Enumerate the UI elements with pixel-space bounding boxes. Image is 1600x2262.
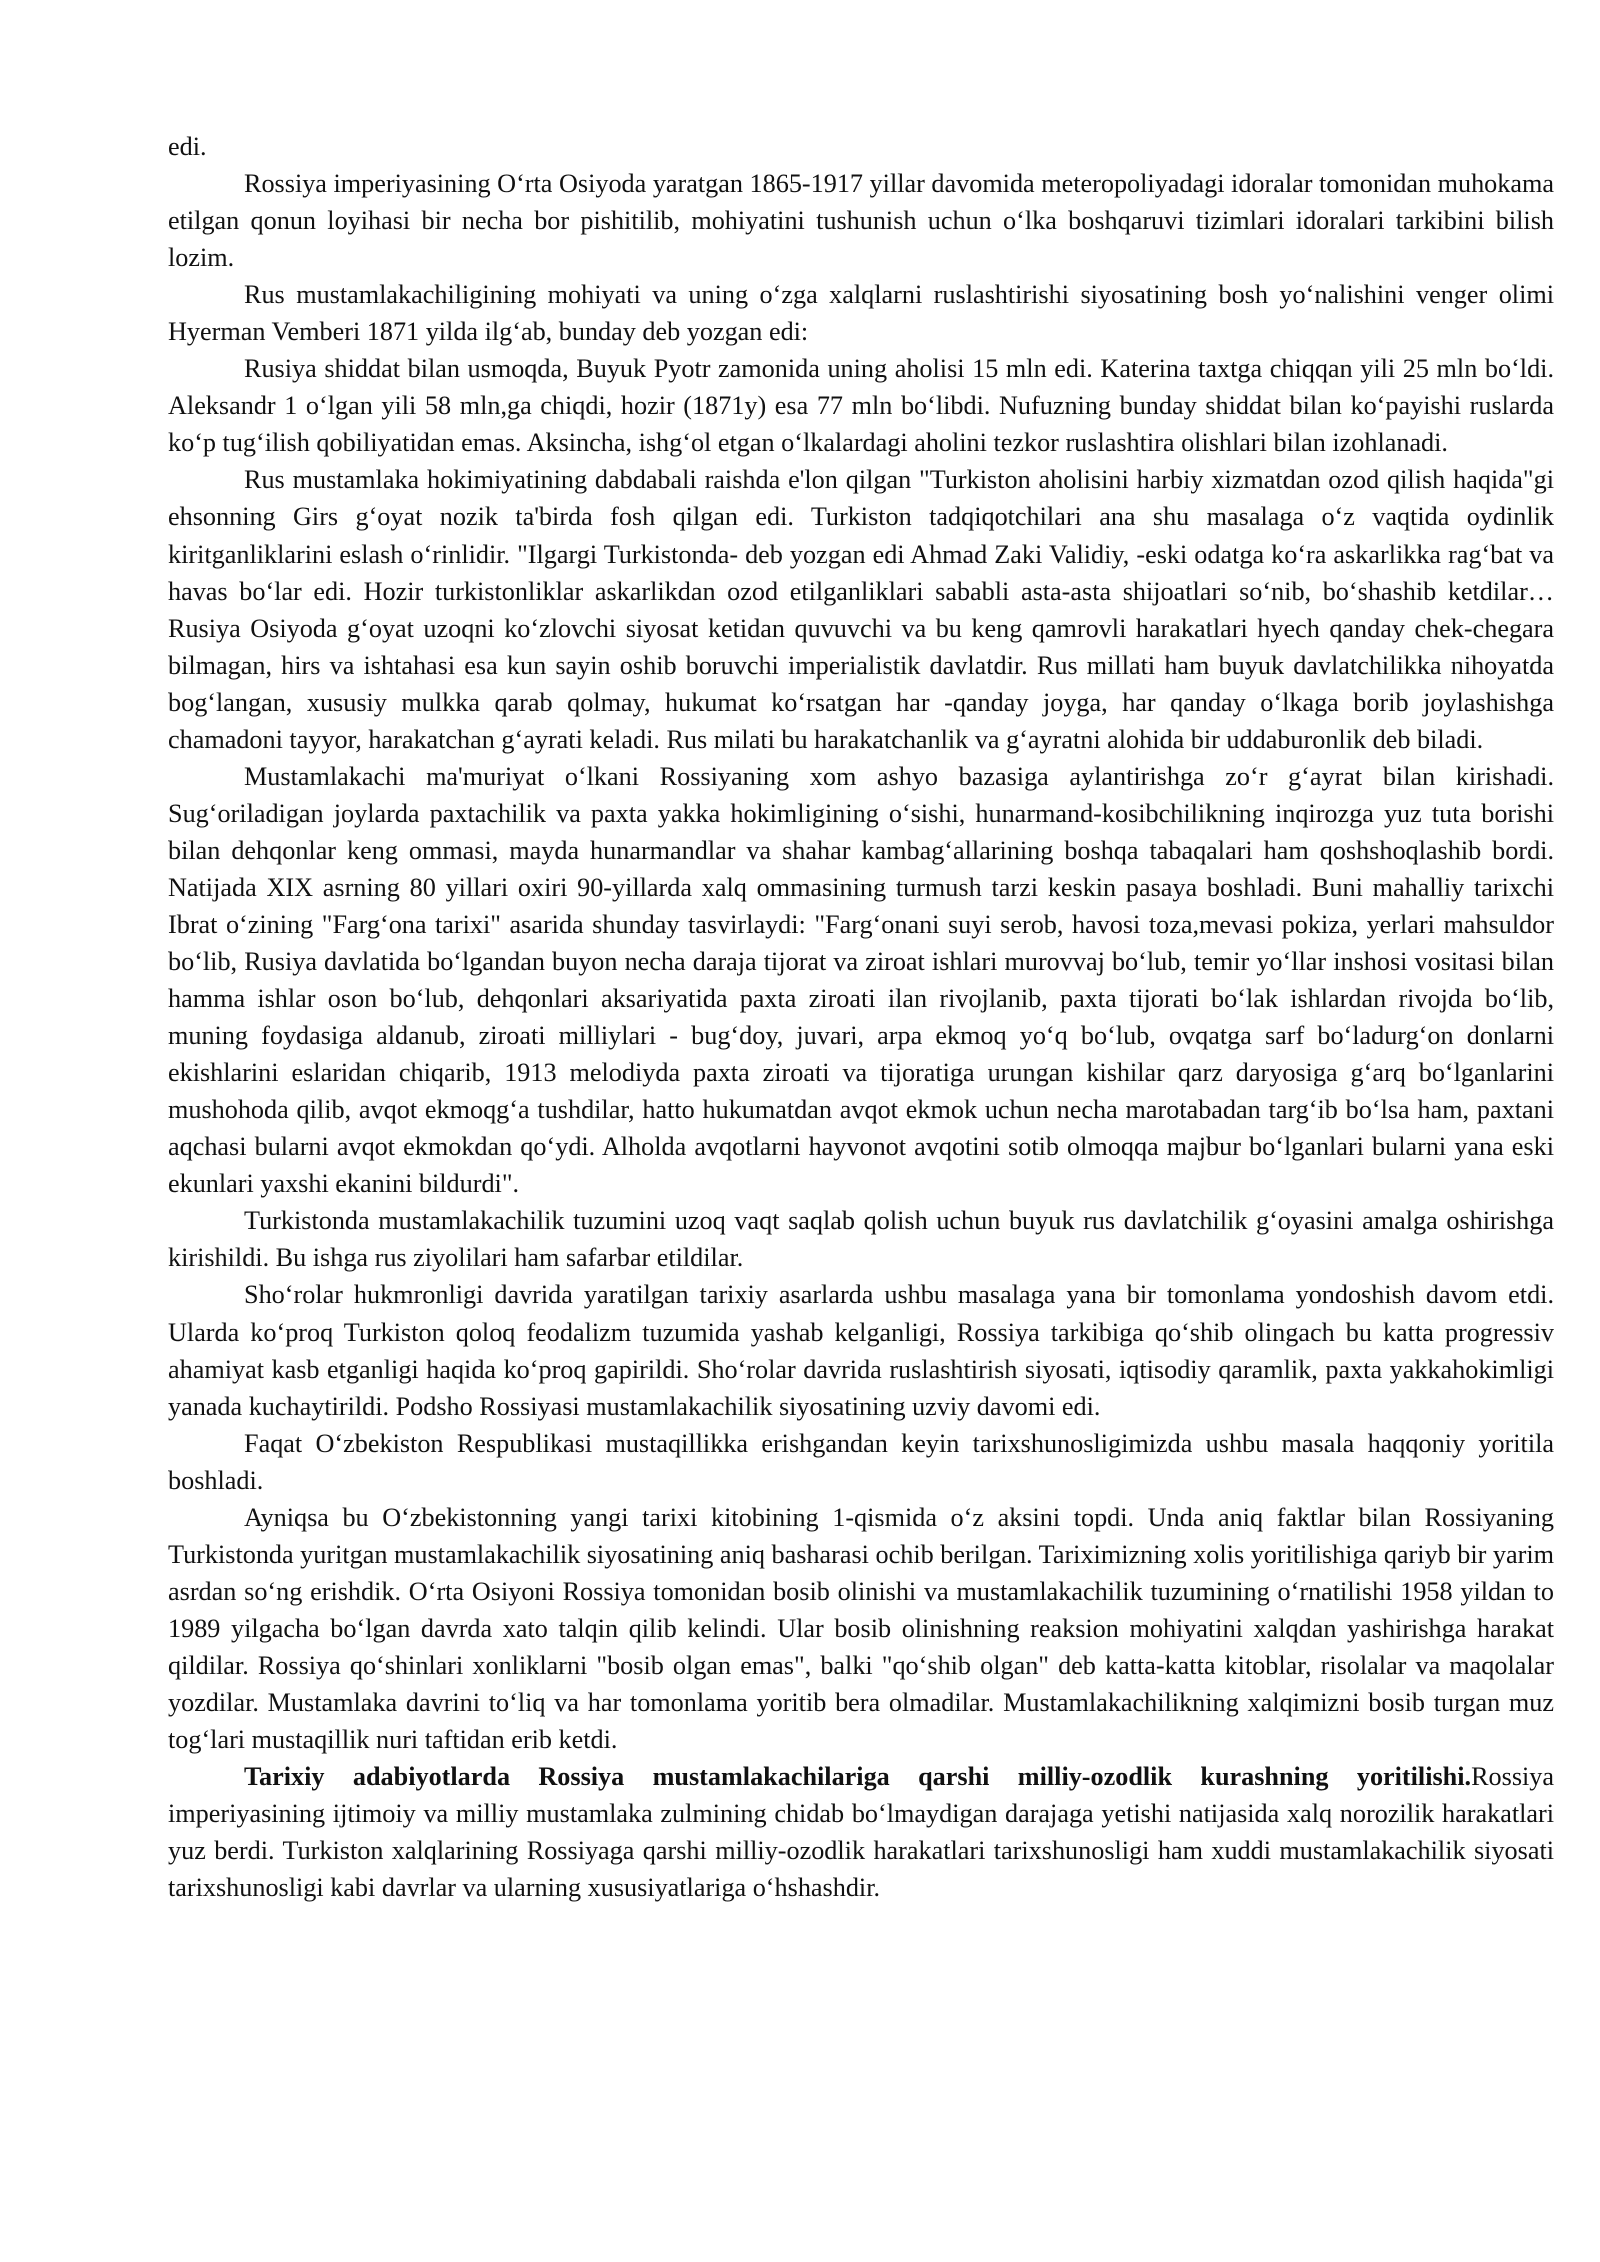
paragraph-9: Ayniqsa bu O‘zbekistonning yangi tarixi kitobining 1-qismida o‘z aksini topdi. Unda aniq faktlar bilan Rossiyaning Turkistonda yuritgan mustamlakachilik siyosatining aniq basharasi ochib berilgan. Tariximizning xolis yoritilishiga qariyb bir yarim asrdan so‘ng erishdik. O‘rta Osiyoni Rossiya tomonidan bosib olinishi va mustamlakachilik tuzumining o‘rnatilishi 1958 yildan to 1989 yilgacha bo‘lgan davrda xato talqin qilib kelindi. Ular bosib olinishning reaksion mohiyatini xalqdan yashirishga harakat qildilar. Rossiya qo‘shinlari xonliklarni "bosib olgan emas", balki "qo‘shib olgan" deb katta-katta kitoblar, risolalar va maqolalar yozdilar. Mustamlaka davrini to‘liq va har tomonlama yoritib bera olmadilar. Mustamlakachilikning xalqimizni bosib turgan muz tog‘lari mustaqillik nuri taftidan erib ketdi. bbox=[168, 1502, 1554, 1755]
section-body: Rossiya imperiyasining ijtimoiy va milliy mustamlaka zulmining chidab bo‘lmaydigan darajaga yetishi natijasida xalq norozilik harakatlari yuz berdi. Turkiston xalqlarining Rossiyaga qarshi milliy-ozodlik harakatlari tarixshunosligi ham xuddi mustamlakachilik siyosati tarixshunosligi kabi davrlar va ularning xususiyatlariga o‘hshashdir. bbox=[168, 1762, 1554, 1903]
section-paragraph bbox=[168, 1758, 1554, 1906]
paragraph-5: Mustamlakachi ma'muriyat o‘lkani Rossiyaning xom ashyo bazasiga aylantirishga zo‘r g‘ayrat bilan kirishadi. Sug‘oriladigan joylarda paxtachilik va paxta yakka hokimligining o‘sishi, hunarmand-kosibchilikning inqirozga yuz tuta borishi bilan dehqonlar keng ommasi, mayda hunarmandlar va shahar kambag‘allarining boshqa tabaqalari ham qoshshoqlashib bordi. Natijada XIX asrning 80 yillari oxiri 90-yillarda xalq ommasining turmush tarzi keskin pasaya boshladi. Buni mahalliy tarixchi Ibrat o‘zining "Farg‘ona tarixi" asarida shunday tasvirlaydi: "Farg‘onani suyi serob, havosi toza,mevasi pokiza, yerlari mahsuldor bo‘lib, Rusiya davlatida bo‘lgandan buyon necha daraja tijorat va ziroat ishlari murovvaj bo‘lub, temir yo‘llar inshosi vositasi bilan hamma ishlar oson bo‘lub, dehqonlari aksariyatida paxta ziroati ilan rivojlanib, paxta tijorati bo‘lak ishlardan rivojda bo‘lib, muning foydasiga aldanub, ziroati milliylari - bug‘doy, juvari, arpa ekmoq yo‘q bo‘lub, ovqatga sarf bo‘ladurg‘on donlarni ekishlarini eslaridan chiqarib, 1913 melodiyda paxta ziroati va tijoratiga urungan kishilar qarz daryosiga g‘arq bo‘lganlarini mushohoda qilib, avqot ekmoqg‘a tushdilar, hatto hukumatdan avqot ekmok uchun necha marotabadan targ‘ib bo‘lsa ham, paxtani aqchasi bularni avqot ekmokdan qo‘ydi. Alholda avqotlarni hayvonot avqotini sotib olmoqqa majbur bo‘lganlari bularni yana eski ekunlari yaxshi ekanini bildurdi". bbox=[168, 761, 1554, 1199]
document-page bbox=[168, 128, 1554, 1906]
fragment-line: edi. bbox=[168, 132, 207, 161]
paragraph-7: Sho‘rolar hukmronligi davrida yaratilgan tarixiy asarlarda ushbu masalaga yana bir tomonlama yondoshish davom etdi. Ularda ko‘proq Turkiston qoloq feodalizm tuzumida yashab kelganligi, Rossiya tarkibiga qo‘shib olingach bu katta progressiv ahamiyat kasb etganligi haqida ko‘proq gapirildi. Sho‘rolar davrida ruslashtirish siyosati, iqtisodiy qaramlik, paxta yakkahokimligi yanada kuchaytirildi. Podsho Rossiyasi mustamlakachilik siyosatining uzviy davomi edi. bbox=[168, 1280, 1554, 1421]
paragraph-2: Rus mustamlakachiligining mohiyati va uning o‘zga xalqlarni ruslashtirishi siyosatining bosh yo‘nalishini venger olimi Hyerman Vemberi 1871 yilda ilg‘ab, bunday deb yozgan edi: bbox=[168, 280, 1554, 347]
paragraph-4: Rus mustamlaka hokimiyatining dabdabali raishda e'lon qilgan "Turkiston aholisini harbiy xizmatdan ozod qilish haqida"gi ehsonning Girs g‘oyat nozik ta'birda fosh qilgan edi. Turkiston tadqiqotchilari ana shu masalaga o‘z vaqtida oydinlik kiritganliklarini eslash o‘rinlidir. "Ilgargi Turkistonda- deb yozgan edi Ahmad Zaki Validiy, -eski odatga ko‘ra askarlikka rag‘bat va havas bo‘lar edi. Hozir turkistonliklar askarlikdan ozod etilganliklari sababli asta-asta shijoatlari so‘nib, bo‘shashib ketdilar… Rusiya Osiyoda g‘oyat uzoqni ko‘zlovchi siyosat ketidan quvuvchi va bu keng qamrovli harakatlari hyech qanday chek-chegara bilmagan, hirs va ishtahasi esa kun sayin oshib boruvchi imperialistik davlatdir. Rus millati ham buyuk davlatchilikka nihoyatda bog‘langan, xususiy mulkka qarab qolmay, hukumat ko‘rsatgan har -qanday joyga, har qanday o‘lkaga borib joylashishga chamadoni tayyor, harakatchan g‘ayrati keladi. Rus milati bu harakatchanlik va g‘ayratni alohida bir uddaburonlik deb biladi. bbox=[168, 465, 1554, 754]
section-heading: Tarixiy adabiyotlarda Rossiya mustamlakachilariga qarshi milliy-ozodlik kurashning yoritilishi. bbox=[244, 1762, 1472, 1792]
paragraph-6: Turkistonda mustamlakachilik tuzumini uzoq vaqt saqlab qolish uchun buyuk rus davlatchilik g‘oyasini amalga oshirishga kirishildi. Bu ishga rus ziyolilari ham safarbar etildilar. bbox=[168, 1206, 1554, 1273]
paragraph-1: Rossiya imperiyasining O‘rta Osiyoda yaratgan 1865-1917 yillar davomida meteropoliyadagi idoralar tomonidan muhokama etilgan qonun loyihasi bir necha bor pishitilib, mohiyatini tushunish uchun o‘lka boshqaruvi tizimlari idoralari tarkibini bilish lozim. bbox=[168, 169, 1554, 273]
paragraph-3-quote: Rusiya shiddat bilan usmoqda, Buyuk Pyotr zamonida uning aholisi 15 mln edi. Katerina taxtga chiqqan yili 25 mln bo‘ldi. Aleksandr 1 o‘lgan yili 58 mln,ga chiqdi, hozir (1871y) esa 77 mln bo‘libdi. Nufuzning bunday shiddat bilan ko‘payishi ruslarda ko‘p tug‘ilish qobiliyatidan emas. Aksincha, ishg‘ol etgan o‘lkalardagi aholini tezkor ruslashtira olishlari bilan izohlanadi. bbox=[168, 354, 1554, 458]
paragraph-8: Faqat O‘zbekiston Respublikasi mustaqillikka erishgandan keyin tarixshunosligimizda ushbu masala haqqoniy yoritila boshladi. bbox=[168, 1428, 1554, 1495]
